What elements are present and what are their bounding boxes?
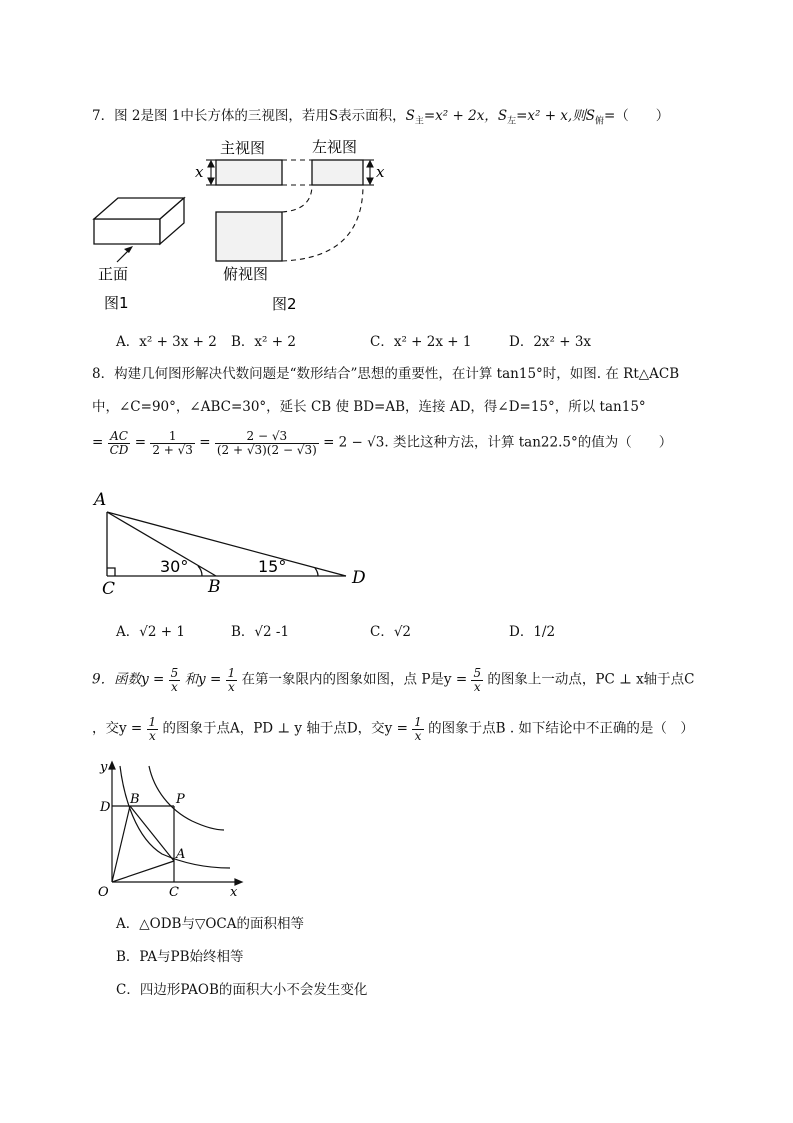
q9-frac-1x-b-num: 1 (148, 715, 157, 729)
q9-line2 (92, 716, 694, 742)
q9-frac-1x (226, 667, 238, 693)
q7-s-left: S (497, 108, 508, 124)
q8-line1: 8．构建几何图形解决代数问题是“数形结合”思想的重要性，在计算 tan15°时，如图. 在 Rt△ACB (92, 366, 680, 382)
top-view-label: 俯视图 (223, 265, 269, 283)
q7-s-top: S (585, 108, 595, 124)
angle-30-label: 30° (160, 557, 189, 576)
main-view-label: 主视图 (220, 139, 266, 157)
x-label-right: x (376, 163, 385, 181)
q8-frac-2 (215, 430, 319, 456)
q9-line1-d: 的图象上一动点，PC ⊥ x轴于点C (487, 671, 695, 688)
q9-frac-5x-b-den: x (473, 679, 481, 694)
q8-f1-num: AC (108, 430, 131, 444)
q9-frac-5x-b-num: 5 (473, 666, 482, 680)
q9-frac-5x-den: x (171, 679, 178, 694)
q9-line1-a: 9．函数y = (92, 671, 165, 688)
q7-sub-top: 俯 (594, 116, 604, 127)
q8-frac-1 (150, 430, 195, 456)
q9-frac-1x-num: 1 (227, 666, 236, 680)
front-label: 正面 (98, 265, 129, 283)
point-b-label: B (130, 792, 140, 807)
q8-eq-prefix: = (92, 434, 104, 451)
fig2-label: 图2 (272, 295, 297, 313)
q9-frac-1x-c (412, 716, 424, 742)
front-arrow (117, 246, 133, 262)
q9-line2-a: ，交y = (92, 720, 143, 737)
q7-figure (80, 132, 420, 317)
left-view-label: 左视图 (312, 138, 358, 156)
construction-lines (112, 806, 174, 882)
q8-option-a[interactable]: A．√2 + 1 (116, 624, 185, 640)
top-view-rect (216, 212, 282, 261)
q8-equation: = $\frac{AC}{CD}$ = $\frac{1}{2 + √3}$ = $\frac{2 - √3}{(2 + √3)(2 - √3)}$ = 2 − √3. 类比这种方法，计算 tan22.5°的值为（ ） (92, 429, 673, 457)
x-axis-label: x (230, 885, 238, 898)
q7-stem (92, 104, 669, 127)
q7-stem-text: 7．图 2是图 1中长方体的三视图，若用S表示面积， (92, 108, 406, 124)
q7-tail: =（ ） (603, 108, 670, 124)
hyperbolas (120, 766, 230, 868)
triangle-lines (107, 512, 346, 576)
q8-option-b[interactable]: B．√2 -1 (231, 624, 290, 640)
q9-frac-1x-c-den: x (414, 728, 422, 743)
point-d-label: D (100, 800, 111, 815)
point-c-label: C (102, 579, 116, 599)
q9-line1 (92, 667, 695, 693)
q9-frac-1x-den: x (228, 679, 235, 694)
q9-graph-figure (92, 758, 252, 898)
q9-frac-5x-b (471, 667, 483, 693)
q8-eq-tail: . 类比这种方法，计算 tan22.5°的值为（ ） (384, 434, 673, 451)
q7-option-c[interactable]: C．x² + 2x + 1 (370, 334, 472, 350)
q8-f2-num: 1 (150, 430, 195, 444)
q9-line1-b: 和y = (184, 671, 222, 688)
q8-eq-result: = 2 − √3 (323, 434, 385, 451)
q9-line1-c: 在第一象限内的图象如图，点 P是y = (241, 671, 468, 688)
q7-eq-left: =x² + x,则 (516, 108, 586, 124)
q9-option-c[interactable]: C．四边形PAOB的面积大小不会发生变化 (116, 982, 368, 998)
x-dim-left (206, 160, 216, 185)
q7-s-main: S (405, 108, 415, 124)
point-a-label: A (94, 490, 107, 510)
point-c-label: C (169, 885, 179, 898)
q8-f1-den: CD (109, 442, 129, 457)
point-p-label: P (176, 792, 185, 807)
q8-f2-den: 2 + √3 (152, 442, 193, 457)
q7-option-a[interactable]: A．x² + 3x + 2 (116, 334, 217, 350)
q7-eq-main: =x² + 2x， (423, 108, 498, 124)
angle-15-label: 15° (258, 557, 287, 576)
q7-sub-main: 主 (414, 116, 424, 127)
main-view-rect (216, 160, 282, 185)
point-a-label: A (176, 847, 186, 862)
q8-option-c[interactable]: C．√2 (370, 624, 412, 640)
left-view-rect (312, 160, 363, 185)
point-b-label: B (208, 577, 221, 597)
q7-option-b[interactable]: B．x² + 2 (231, 334, 296, 350)
point-d-label: D (352, 568, 366, 588)
q8-f3-den: (2 + √3)(2 − √3) (216, 442, 317, 457)
origin-label: O (98, 885, 109, 898)
q7-sub-left: 左 (507, 116, 517, 127)
q9-line2-b: 的图象于点A，PD ⊥ y 轴于点D，交y = (162, 720, 408, 737)
q8-f3-num: 2 − √3 (215, 430, 319, 444)
y-axis-label: y (100, 760, 108, 775)
q9-frac-1x-b-den: x (148, 728, 156, 743)
q8-triangle-figure (90, 488, 380, 600)
q9-frac-5x-num: 5 (170, 666, 179, 680)
cuboid-drawing (94, 198, 184, 244)
q9-frac-5x (169, 667, 181, 693)
q7-option-d[interactable]: D．2x² + 3x (509, 334, 592, 350)
q9-line2-c: 的图象于点B . 如下结论中不正确的是（ ） (428, 720, 694, 737)
q9-option-a[interactable]: A．△ODB与▽OCA的面积相等 (116, 916, 304, 932)
q9-frac-1x-b (147, 716, 159, 742)
q8-option-d[interactable]: D．1/2 (509, 624, 556, 640)
q9-frac-1x-c-num: 1 (414, 715, 422, 729)
x-label-left: x (195, 163, 204, 181)
q9-option-b[interactable]: B．PA与PB始终相等 (116, 949, 244, 965)
q8-line2: 中，∠C=90°，∠ABC=30°，延长 CB 使 BD=AB，连接 AD，得∠D=15°，所以 tan15° (92, 399, 646, 415)
q8-frac-ac-cd (108, 430, 131, 456)
fig1-label: 图1 (104, 294, 129, 312)
axes (109, 762, 242, 885)
x-dim-right (363, 160, 374, 185)
